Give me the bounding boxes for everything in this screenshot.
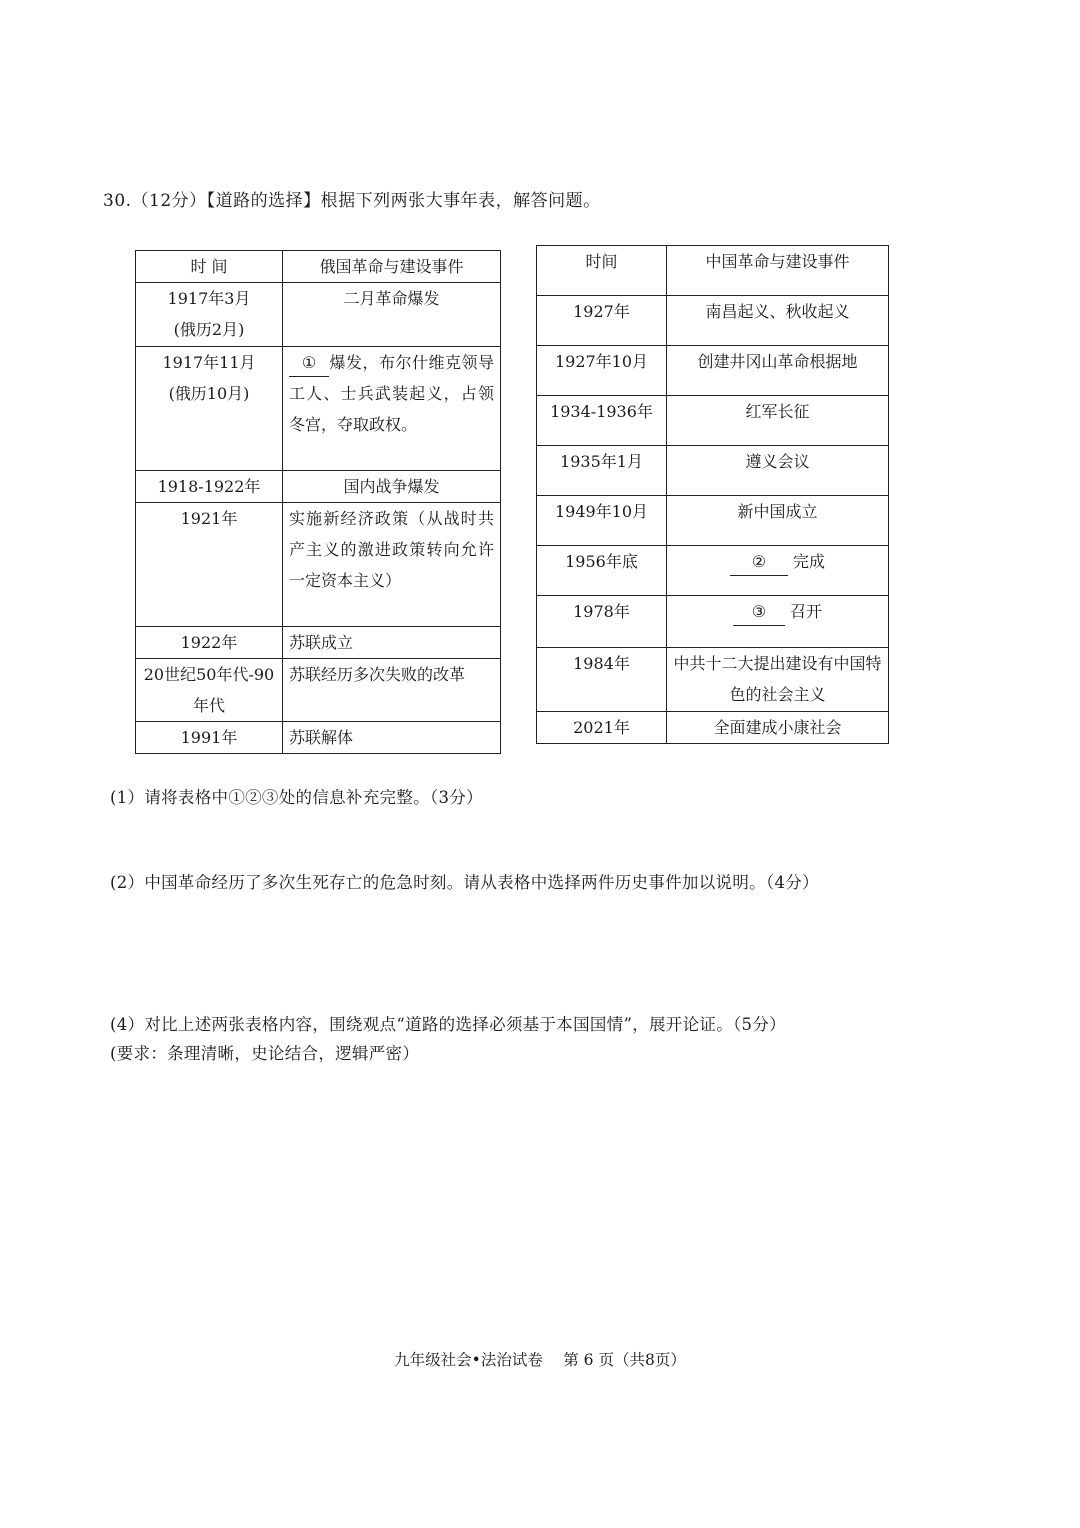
russia-events-table [135,250,501,754]
event-cell: 二月革命爆发 [283,283,501,347]
sub-question-4-requirement: (要求：条理清晰，史论结合，逻辑严密） [110,1044,420,1063]
time-cell: 1927年 [537,296,667,346]
time-cell: 1918-1922年 [136,471,283,503]
time-cell [136,347,283,471]
table-header-row [136,251,501,283]
event-cell: 苏联成立 [283,627,501,659]
time-cell: 1956年底 [537,546,667,596]
sub-question-1: (1）请将表格中①②③处的信息补充完整。（3分） [110,788,483,807]
sub-question-4: (4）对比上述两张表格内容，围绕观点“道路的选择必须基于本国国情”，展开论证。（5分） [110,1015,786,1034]
time-cell [136,283,283,347]
event-cell [667,596,889,648]
table-row [537,296,889,346]
time-cell: 1921年 [136,503,283,627]
header-events: 中国革命与建设事件 [667,246,889,296]
table-row [537,712,889,744]
sub-question-2: (2）中国革命经历了多次生死存亡的危急时刻。请从表格中选择两件历史事件加以说明。（4分） [110,873,819,892]
time-cell: 1991年 [136,722,283,754]
header-time: 时间 [537,246,667,296]
table-row [537,596,889,648]
header-time: 时 间 [136,251,283,283]
time-text: (俄历10月) [168,384,250,403]
table-row [537,396,889,446]
event-cell: 遵义会议 [667,446,889,496]
event-text: 爆发，布尔什维克领导工人、士兵武装起义，占领冬宫，夺取政权。 [289,353,494,434]
question-title: 30.（12分）【道路的选择】根据下列两张大事年表，解答问题。 [103,191,601,211]
event-cell: 实施新经济政策（从战时共产主义的激进政策转向允许一定资本主义） [283,503,501,627]
event-text: 完成 [793,552,826,571]
time-cell: 1949年10月 [537,496,667,546]
event-cell: 苏联解体 [283,722,501,754]
time-cell: 2021年 [537,712,667,744]
table-row [136,347,501,471]
time-text: 1917年3月 [167,289,251,308]
table-row [136,722,501,754]
time-cell: 1984年 [537,648,667,712]
event-cell [283,347,501,471]
time-text: 1917年11月 [162,353,256,372]
event-text: 召开 [790,602,823,621]
table-row [136,659,501,722]
time-cell: 1978年 [537,596,667,648]
event-cell: 红军长征 [667,396,889,446]
table-row [136,627,501,659]
table-row [136,283,501,347]
header-events: 俄国革命与建设事件 [283,251,501,283]
table-header-row [537,246,889,296]
event-cell: 创建井冈山革命根据地 [667,346,889,396]
event-cell: 国内战争爆发 [283,471,501,503]
table-row [136,503,501,627]
blank-1: ① [289,350,329,377]
page-footer: 九年级社会•法治试卷 第 6 页（共8页） [394,1351,686,1369]
event-cell: 苏联经历多次失败的改革 [283,659,501,722]
time-cell: 1922年 [136,627,283,659]
table-row [537,346,889,396]
time-cell: 1927年10月 [537,346,667,396]
event-cell: 新中国成立 [667,496,889,546]
china-events-table [536,245,889,744]
event-cell: 中共十二大提出建设有中国特色的社会主义 [667,648,889,712]
time-text: (俄历2月) [173,320,245,339]
event-cell: 全面建成小康社会 [667,712,889,744]
event-cell [667,546,889,596]
blank-3: ③ [733,599,785,626]
blank-2: ② [730,549,788,576]
table-row [537,546,889,596]
table-row [537,648,889,712]
time-cell: 1935年1月 [537,446,667,496]
time-cell: 20世纪50年代-90年代 [136,659,283,722]
table-row [537,496,889,546]
event-cell: 南昌起义、秋收起义 [667,296,889,346]
table-row [136,471,501,503]
time-cell: 1934-1936年 [537,396,667,446]
table-row [537,446,889,496]
